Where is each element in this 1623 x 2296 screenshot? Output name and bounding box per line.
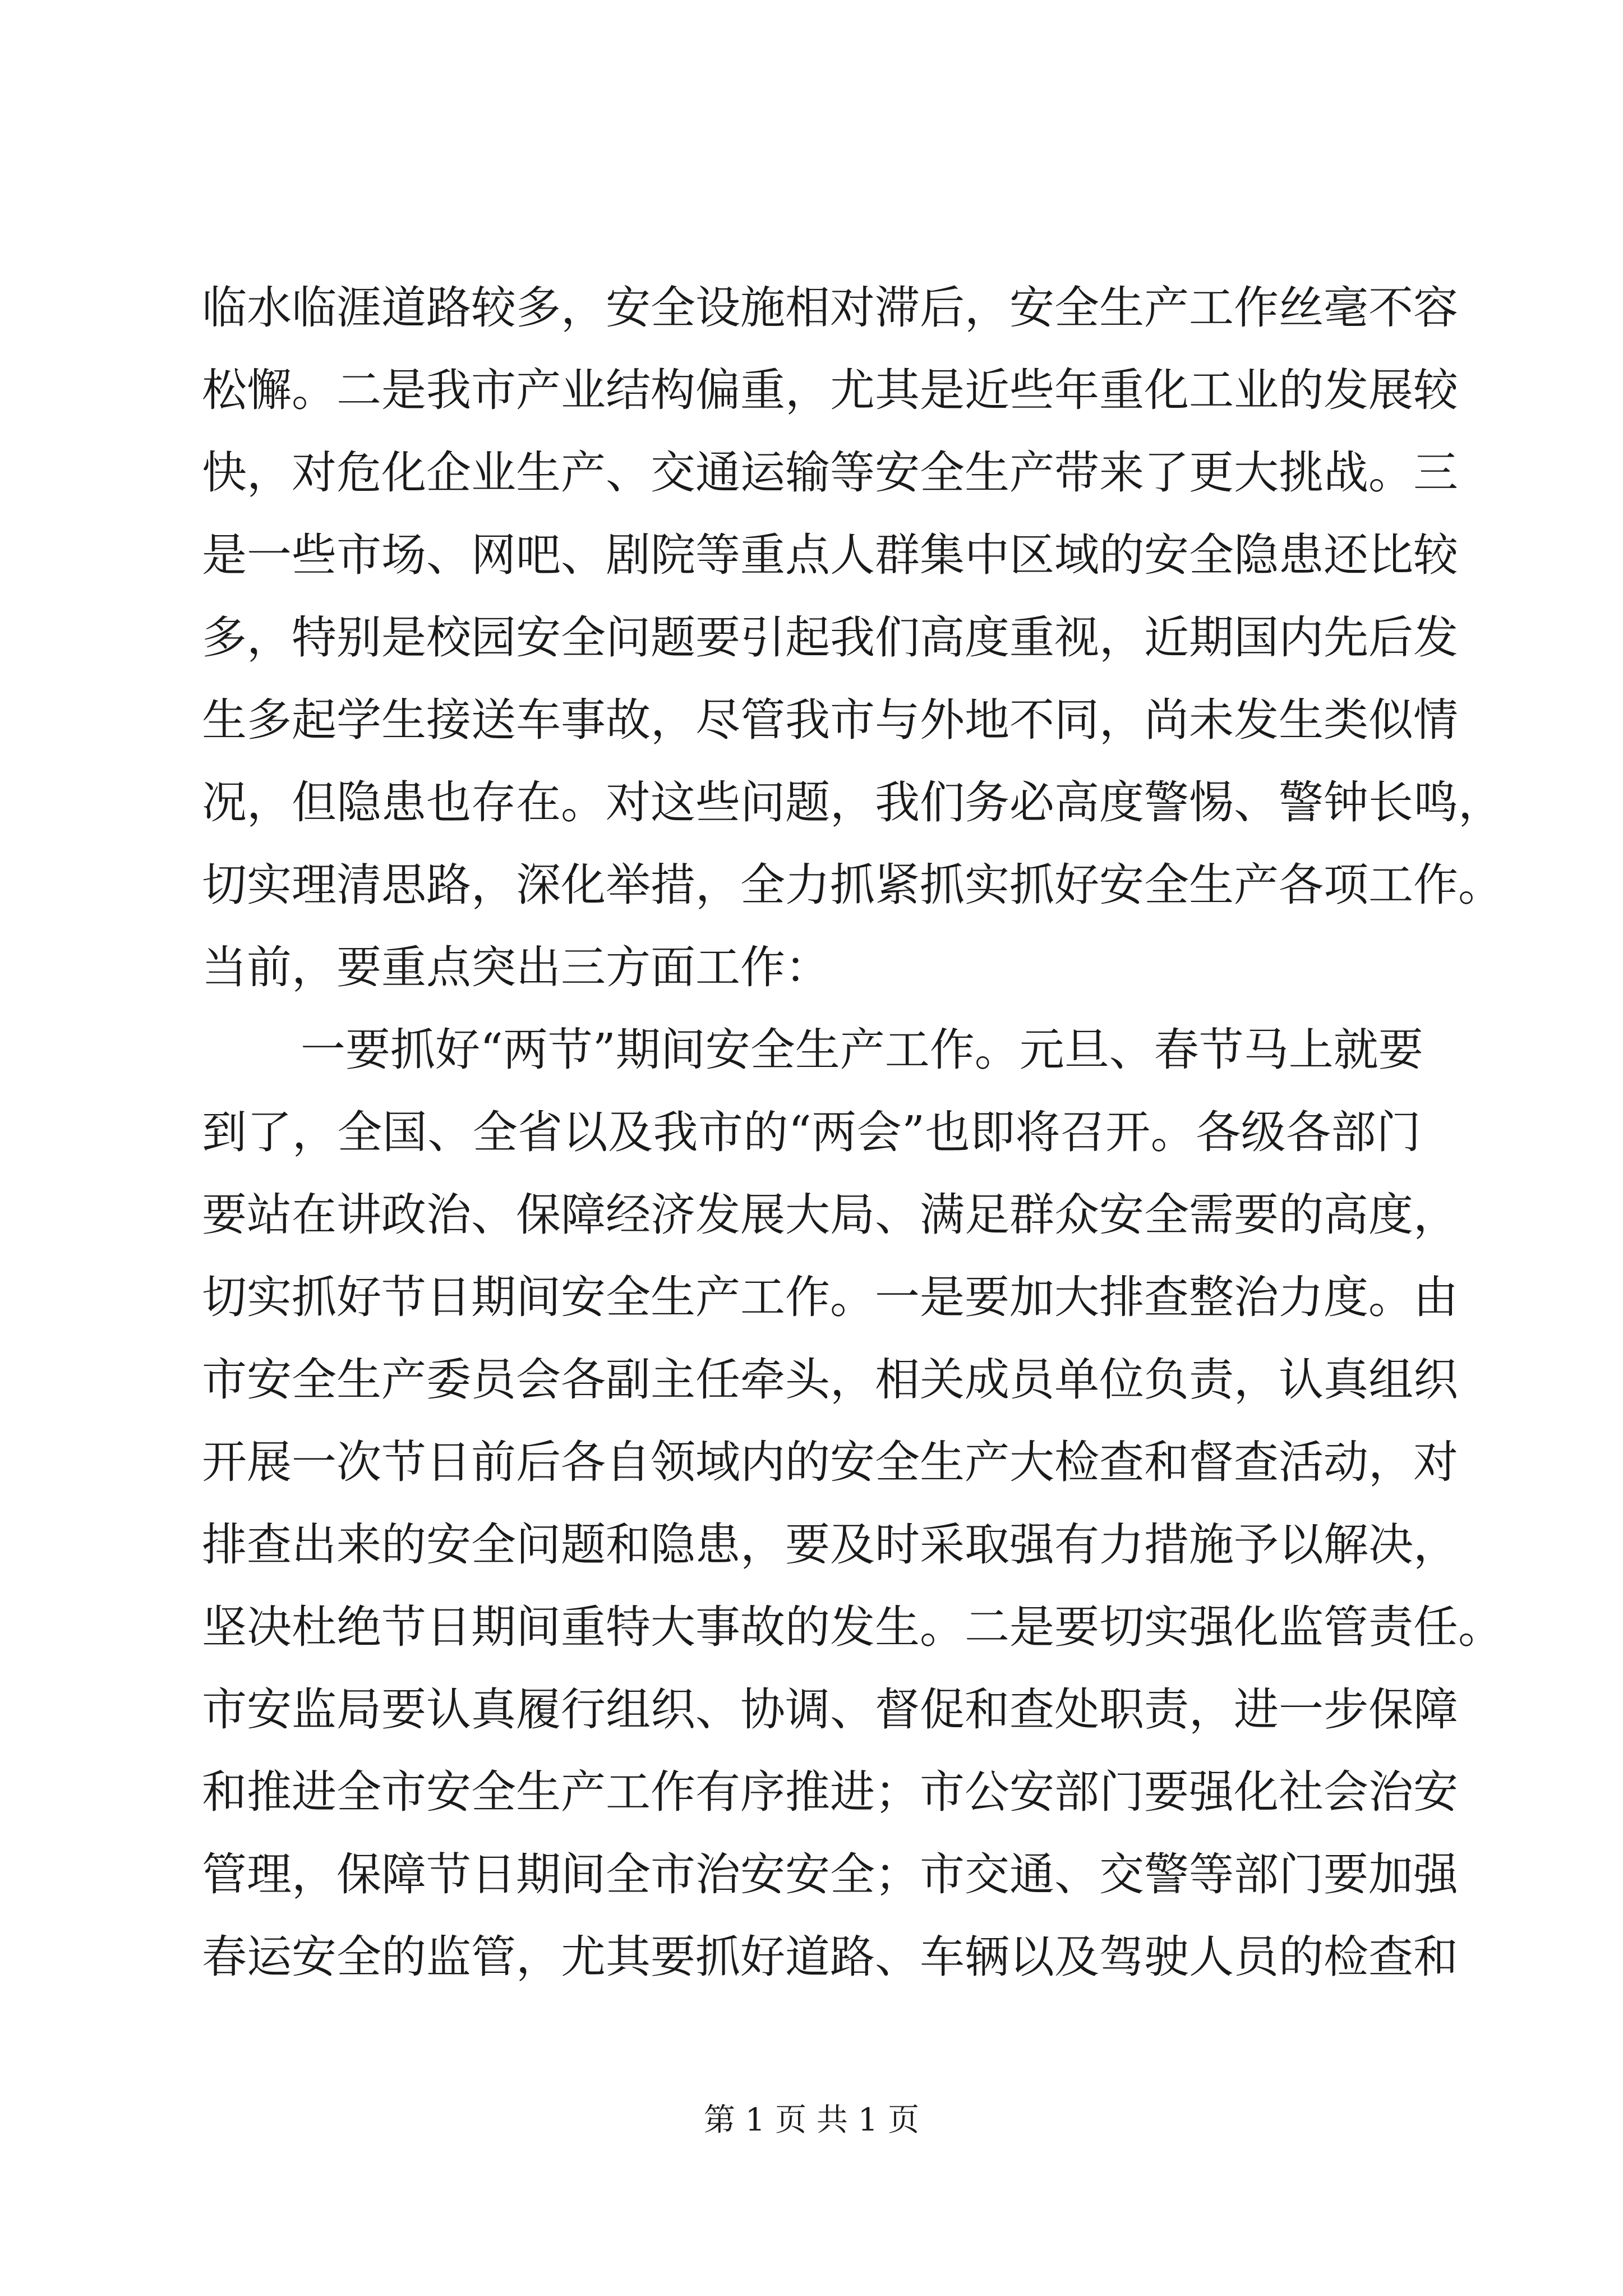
- text-line: 春运安全的监管，尤其要抓好道路、车辆以及驾驶人员的检查和: [202, 1931, 1458, 1983]
- text-line: 多，特别是校园安全问题要引起我们高度重视，近期国内先后发: [202, 611, 1458, 664]
- text-line: 松懈。二是我市产业结构偏重，尤其是近些年重化工业的发展较: [202, 364, 1458, 416]
- text-line: 和推进全市安全生产工作有序推进；市公安部门要强化社会治安: [202, 1766, 1458, 1818]
- text-line: 临水临涯道路较多，安全设施相对滞后，安全生产工作丝毫不容: [202, 282, 1458, 334]
- text-line: 当前，要重点突出三方面工作：: [202, 941, 830, 993]
- text-line: 快，对危化企业生产、交通运输等安全生产带来了更大挑战。三: [202, 447, 1458, 499]
- text-line: 管理，保障节日期间全市治安安全；市交通、交警等部门要加强: [202, 1848, 1458, 1901]
- text-line: 市安全生产委员会各副主任牵头，相关成员单位负责，认真组织: [202, 1354, 1458, 1406]
- page-footer: 第 1 页 共 1 页: [703, 2102, 920, 2138]
- text-line: 是一些市场、网吧、剧院等重点人群集中区域的安全隐患还比较: [202, 529, 1458, 581]
- text-line: 开展一次节日前后各自领域内的安全生产大检查和督查活动，对: [202, 1436, 1458, 1488]
- body-text: [202, 266, 1503, 1998]
- text-line: 切实理清思路，深化举措，全力抓紧抓实抓好安全生产各项工作。: [202, 859, 1503, 911]
- text-line: 坚决杜绝节日期间重特大事故的发生。二是要切实强化监管责任。: [202, 1601, 1503, 1653]
- text-line: 市安监局要认真履行组织、协调、督促和查处职责，进一步保障: [202, 1683, 1458, 1736]
- text-line: 切实抓好节日期间安全生产工作。一是要加大排查整治力度。由: [202, 1271, 1458, 1323]
- text-line: 排查出来的安全问题和隐患，要及时采取强有力措施予以解决，: [202, 1519, 1458, 1571]
- paragraph-1: [202, 266, 1503, 1009]
- text-line: 到了，全国、全省以及我市的“两会”也即将召开。各级各部门: [202, 1106, 1421, 1158]
- text-line: 一要抓好“两节”期间安全生产工作。元旦、春节马上就要: [301, 1024, 1423, 1076]
- text-line: 要站在讲政治、保障经济发展大局、满足群众安全需要的高度，: [202, 1189, 1458, 1241]
- text-line: 生多起学生接送车事故，尽管我市与外地不同，尚未发生类似情: [202, 694, 1458, 746]
- paragraph-2: [202, 1009, 1503, 1998]
- text-line: 况，但隐患也存在。对这些问题，我们务必高度警惕、警钟长鸣，: [202, 776, 1503, 829]
